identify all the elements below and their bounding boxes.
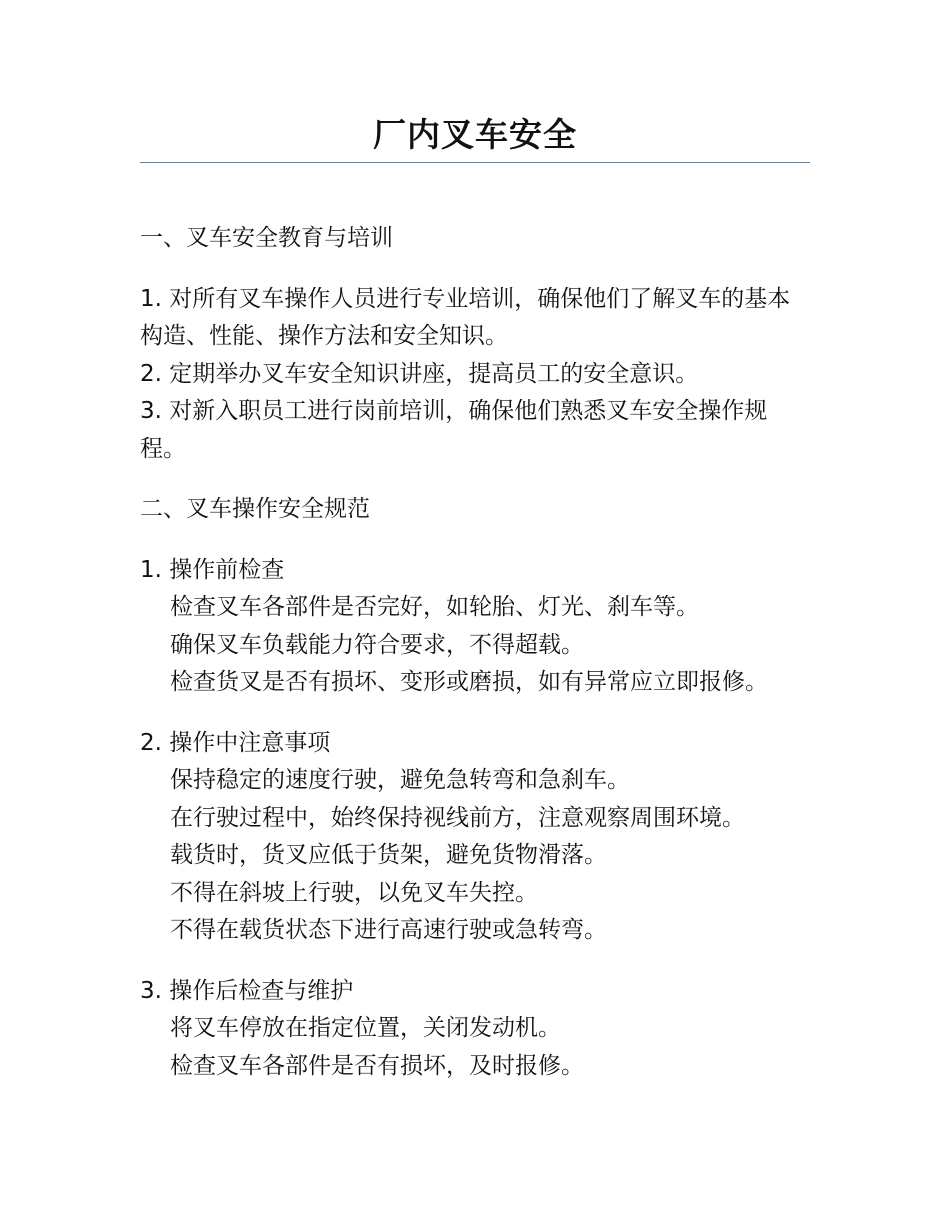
pre-check-line: 检查货叉是否有损坏、变形或磨损，如有异常应立即报修。 [170, 669, 768, 695]
pre-check-line: 确保叉车负载能力符合要求，不得超载。 [170, 631, 584, 658]
subsection-title-during-operation: 2. 操作中注意事项 [140, 729, 331, 756]
subsection-title-pre-check: 1. 操作前检查 [140, 556, 285, 583]
document-body [140, 220, 820, 1085]
document-title: 厂内叉车安全 [373, 115, 577, 154]
section-heading-training: 一、叉车安全教育与培训 [140, 225, 393, 251]
post-check-line: 将叉车停放在指定位置，关闭发动机。 [170, 1015, 561, 1041]
post-check-line: 检查叉车各部件是否有损坏，及时报修。 [170, 1052, 584, 1079]
title-underline [140, 162, 810, 163]
subsection-title-post-check: 3. 操作后检查与维护 [140, 977, 354, 1004]
during-operation-line: 保持稳定的速度行驶，避免急转弯和急刹车。 [170, 767, 630, 793]
training-item-2: 2. 定期举办叉车安全知识讲座，提高员工的安全意识。 [140, 360, 699, 387]
training-item-1: 1. 对所有叉车操作人员进行专业培训，确保他们了解叉车的基本构造、性能、操作方法和安全知识。 [140, 285, 791, 349]
during-operation-line: 载货时，货叉应低于货架，避免货物滑落。 [170, 842, 607, 868]
pre-check-line: 检查叉车各部件是否完好，如轮胎、灯光、刹车等。 [170, 594, 699, 620]
training-item-3: 3. 对新入职员工进行岗前培训，确保他们熟悉叉车安全操作规程。 [140, 398, 768, 462]
during-operation-line: 在行驶过程中，始终保持视线前方，注意观察周围环境。 [170, 804, 745, 831]
during-operation-line: 不得在斜坡上行驶，以免叉车失控。 [170, 879, 538, 906]
section-heading-operation-rules: 二、叉车操作安全规范 [140, 496, 370, 522]
during-operation-line: 不得在载货状态下进行高速行驶或急转弯。 [170, 917, 607, 943]
